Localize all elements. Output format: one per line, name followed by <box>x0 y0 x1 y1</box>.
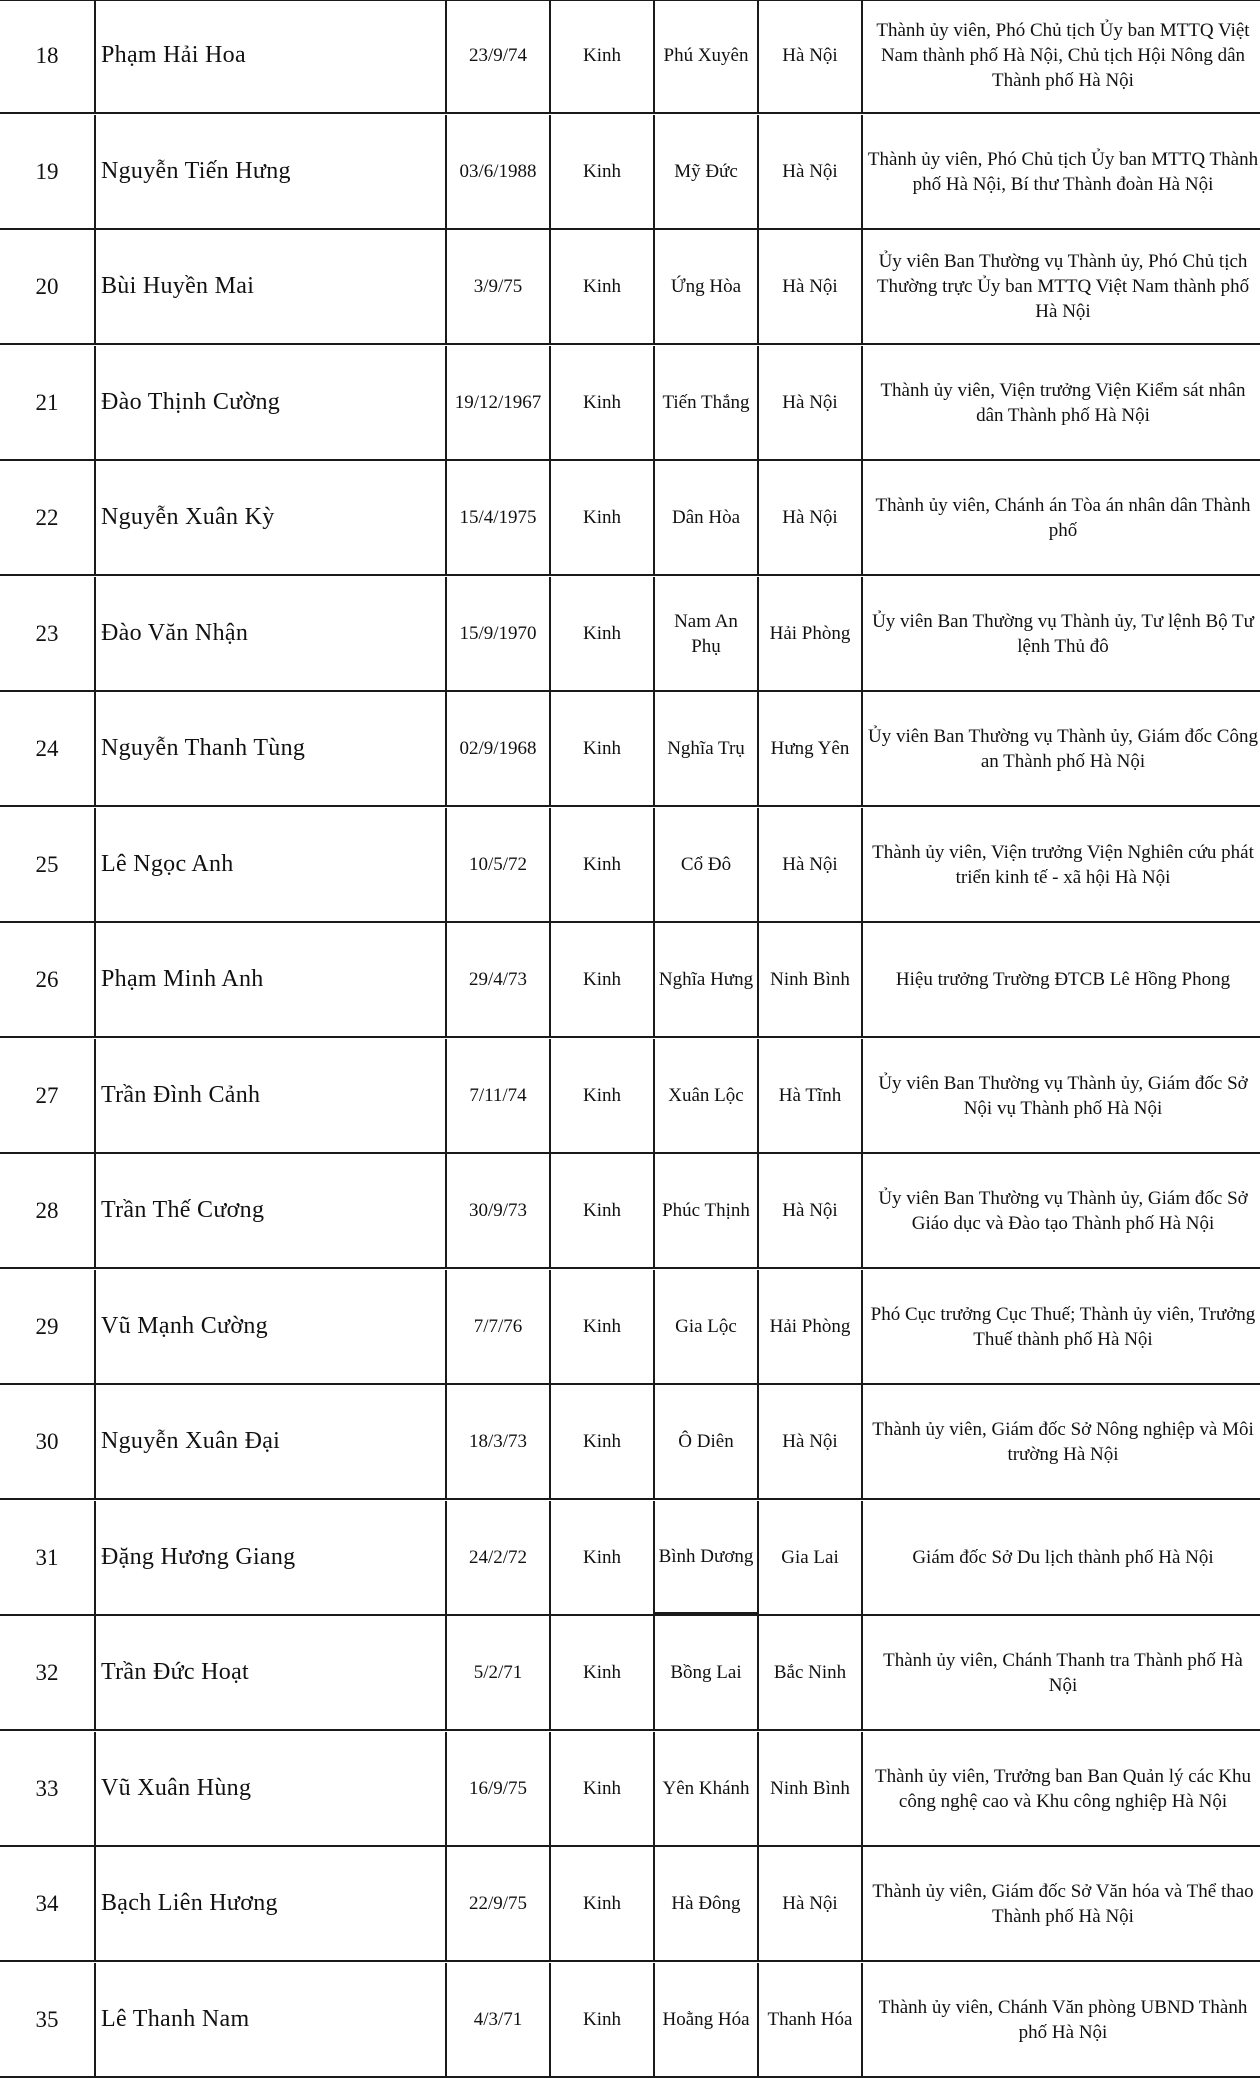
table-row <box>0 577 1260 692</box>
ethnicity-cell <box>551 923 655 1036</box>
position-text: Giám đốc Sở Du lịch thành phố Hà Nội <box>912 1547 1214 1568</box>
candidate-name-cell <box>96 1270 447 1383</box>
row-number-cell <box>0 923 96 1036</box>
candidate-name-text: Trần Đình Cảnh <box>101 1082 261 1108</box>
hometown-cell <box>655 1847 759 1960</box>
position-cell <box>863 1501 1260 1614</box>
birth-date-cell <box>447 230 551 343</box>
table-row <box>0 0 1260 114</box>
birth-date-text: 16/9/75 <box>468 1777 528 1799</box>
province-cell <box>759 1385 863 1498</box>
ethnicity-text: Kinh <box>583 1546 621 1568</box>
position-cell <box>863 923 1260 1036</box>
candidate-name-text: Vũ Xuân Hùng <box>101 1775 252 1801</box>
table-row <box>0 1039 1260 1154</box>
hometown-text: Dân Hòa <box>671 507 741 528</box>
row-number-cell <box>0 1501 96 1614</box>
candidate-name-text: Nguyễn Thanh Tùng <box>101 735 306 761</box>
birth-date-text: 22/9/75 <box>468 1892 528 1914</box>
position-text: Thành ủy viên, Chánh Văn phòng UBND Thành phố Hà Nội <box>878 1996 1248 2043</box>
candidate-name-text: Phạm Minh Anh <box>101 966 264 992</box>
ethnicity-text: Kinh <box>583 160 621 182</box>
candidate-name-text: Lê Thanh Nam <box>101 2006 250 2032</box>
row-number-text: 28 <box>35 1197 59 1223</box>
position-cell <box>863 1154 1260 1267</box>
candidate-name-text: Bạch Liên Hương <box>101 1890 278 1916</box>
hometown-cell <box>655 1385 759 1498</box>
province-text: Ninh Bình <box>770 1778 850 1799</box>
birth-date-text: 03/6/1988 <box>459 160 537 182</box>
hometown-cell <box>655 1963 759 2076</box>
position-cell <box>863 115 1260 228</box>
table-row <box>0 346 1260 461</box>
province-cell <box>759 1732 863 1845</box>
hometown-cell <box>655 1270 759 1383</box>
hometown-text: Nam An Phụ <box>674 610 738 657</box>
province-cell <box>759 115 863 228</box>
province-cell <box>759 1270 863 1383</box>
ethnicity-cell <box>551 1385 655 1498</box>
candidate-name-text: Phạm Hải Hoa <box>101 42 246 68</box>
hometown-cell <box>655 115 759 228</box>
province-text: Hà Nội <box>782 392 838 413</box>
birth-date-text: 24/2/72 <box>468 1546 528 1568</box>
birth-date-cell <box>447 0 551 112</box>
birth-date-cell <box>447 461 551 574</box>
hometown-cell <box>655 1039 759 1152</box>
table-row <box>0 1847 1260 1962</box>
candidate-name-cell <box>96 0 447 112</box>
position-text: Thành ủy viên, Chánh Thanh tra Thành phố Hà Nội <box>883 1649 1243 1696</box>
birth-date-text: 30/9/73 <box>468 1199 528 1221</box>
position-text: Ủy viên Ban Thường vụ Thành ủy, Giám đốc Sở Nội vụ Thành phố Hà Nội <box>878 1072 1248 1119</box>
birth-date-cell <box>447 1154 551 1267</box>
province-text: Thanh Hóa <box>767 2009 853 2030</box>
province-text: Hà Nội <box>782 507 838 528</box>
row-number-text: 26 <box>35 966 59 992</box>
position-cell <box>863 230 1260 343</box>
row-number-cell <box>0 115 96 228</box>
birth-date-text: 15/9/1970 <box>459 622 537 644</box>
birth-date-text: 02/9/1968 <box>459 737 537 759</box>
ethnicity-cell <box>551 1963 655 2076</box>
ethnicity-text: Kinh <box>583 275 621 297</box>
birth-date-text: 23/9/74 <box>468 44 528 66</box>
province-text: Hà Nội <box>782 161 838 182</box>
table-row <box>0 1963 1260 2078</box>
ethnicity-cell <box>551 1154 655 1267</box>
candidate-name-cell <box>96 1039 447 1152</box>
candidate-name-cell <box>96 1963 447 2076</box>
hometown-cell <box>655 1501 759 1614</box>
ethnicity-text: Kinh <box>583 1430 621 1452</box>
candidate-name-text: Đào Văn Nhận <box>101 620 249 646</box>
ethnicity-cell <box>551 692 655 805</box>
position-cell <box>863 692 1260 805</box>
birth-date-cell <box>447 1963 551 2076</box>
position-text: Thành ủy viên, Phó Chủ tịch Ủy ban MTTQ Thành phố Hà Nội, Bí thư Thành đoàn Hà Nội <box>867 148 1259 195</box>
row-number-text: 35 <box>35 2006 59 2032</box>
table-row <box>0 1270 1260 1385</box>
province-cell <box>759 923 863 1036</box>
ethnicity-text: Kinh <box>583 1199 621 1221</box>
hometown-text: Tiến Thắng <box>662 392 750 413</box>
row-number-cell <box>0 1385 96 1498</box>
position-cell <box>863 346 1260 459</box>
candidate-name-cell <box>96 1616 447 1729</box>
position-cell <box>863 1385 1260 1498</box>
hometown-text: Mỹ Đức <box>674 161 738 182</box>
row-number-cell <box>0 692 96 805</box>
hometown-cell <box>655 1616 759 1729</box>
position-cell <box>863 1270 1260 1383</box>
ethnicity-cell <box>551 461 655 574</box>
row-number-text: 25 <box>35 851 59 877</box>
ethnicity-text: Kinh <box>583 391 621 413</box>
province-text: Hưng Yên <box>770 738 850 759</box>
ethnicity-text: Kinh <box>583 1084 621 1106</box>
hometown-text: Nghĩa Hưng <box>658 969 754 990</box>
candidate-name-cell <box>96 230 447 343</box>
ethnicity-text: Kinh <box>583 506 621 528</box>
ethnicity-cell <box>551 1616 655 1729</box>
position-cell <box>863 577 1260 690</box>
candidate-name-text: Trần Thế Cương <box>101 1197 265 1223</box>
candidate-name-text: Lê Ngọc Anh <box>101 851 234 877</box>
hometown-text: Nghĩa Trụ <box>667 738 745 759</box>
table-row <box>0 461 1260 576</box>
ethnicity-text: Kinh <box>583 44 621 66</box>
birth-date-cell <box>447 1616 551 1729</box>
province-cell <box>759 577 863 690</box>
ethnicity-cell <box>551 1039 655 1152</box>
row-number-cell <box>0 1847 96 1960</box>
ethnicity-cell <box>551 1270 655 1383</box>
ethnicity-cell <box>551 346 655 459</box>
candidate-name-cell <box>96 808 447 921</box>
row-number-text: 30 <box>35 1428 59 1454</box>
province-text: Hà Nội <box>782 1200 838 1221</box>
row-number-text: 34 <box>35 1890 59 1916</box>
ethnicity-text: Kinh <box>583 1661 621 1683</box>
table-top-border <box>0 0 1260 1</box>
province-text: Gia Lai <box>781 1547 839 1568</box>
candidate-name-cell <box>96 1847 447 1960</box>
candidate-name-cell <box>96 461 447 574</box>
position-cell <box>863 1732 1260 1845</box>
hometown-cell <box>655 692 759 805</box>
table-row <box>0 692 1260 807</box>
candidate-name-cell <box>96 1154 447 1267</box>
row-number-cell <box>0 461 96 574</box>
position-text: Thành ủy viên, Viện trưởng Viện Nghiên cứu phát triển kinh tế - xã hội Hà Nội <box>872 841 1254 888</box>
row-number-cell <box>0 1963 96 2076</box>
ethnicity-cell <box>551 1732 655 1845</box>
hometown-text: Hà Đông <box>671 1893 741 1914</box>
table-row <box>0 230 1260 345</box>
birth-date-cell <box>447 577 551 690</box>
birth-date-text: 10/5/72 <box>468 853 528 875</box>
birth-date-cell <box>447 1501 551 1614</box>
birth-date-cell <box>447 346 551 459</box>
candidate-name-text: Nguyễn Xuân Kỳ <box>101 504 275 530</box>
row-number-text: 18 <box>35 42 59 68</box>
position-text: Thành ủy viên, Trưởng ban Ban Quản lý các Khu công nghệ cao và Khu công nghiệp Hà Nội <box>874 1765 1251 1812</box>
birth-date-text: 18/3/73 <box>468 1430 528 1452</box>
position-text: Thành ủy viên, Viện trưởng Viện Kiểm sát nhân dân Thành phố Hà Nội <box>880 379 1246 426</box>
birth-date-text: 19/12/1967 <box>454 391 542 413</box>
table-row <box>0 1616 1260 1731</box>
table-row <box>0 1732 1260 1847</box>
province-cell <box>759 0 863 112</box>
birth-date-text: 15/4/1975 <box>459 506 537 528</box>
birth-date-text: 5/2/71 <box>473 1661 523 1683</box>
row-number-cell <box>0 577 96 690</box>
table-row <box>0 1154 1260 1269</box>
position-cell <box>863 1963 1260 2076</box>
ethnicity-cell <box>551 808 655 921</box>
position-cell <box>863 1847 1260 1960</box>
ethnicity-text: Kinh <box>583 853 621 875</box>
hometown-cell <box>655 461 759 574</box>
hometown-text: Ô Diên <box>678 1431 734 1452</box>
hometown-text: Bình Dương <box>658 1546 754 1567</box>
row-number-text: 19 <box>35 158 59 184</box>
candidate-name-cell <box>96 346 447 459</box>
candidate-name-cell <box>96 1732 447 1845</box>
birth-date-cell <box>447 1270 551 1383</box>
row-number-text: 23 <box>35 620 59 646</box>
row-number-text: 24 <box>35 735 59 761</box>
ethnicity-text: Kinh <box>583 622 621 644</box>
ethnicity-cell <box>551 230 655 343</box>
birth-date-cell <box>447 1385 551 1498</box>
hometown-text: Gia Lộc <box>675 1316 737 1337</box>
province-cell <box>759 808 863 921</box>
province-text: Ninh Bình <box>770 969 850 990</box>
ethnicity-cell <box>551 577 655 690</box>
ethnicity-cell <box>551 1501 655 1614</box>
table-row <box>0 115 1260 230</box>
table-row <box>0 923 1260 1038</box>
position-text: Thành ủy viên, Giám đốc Sở Nông nghiệp và Môi trường Hà Nội <box>872 1418 1254 1465</box>
hometown-text: Ứng Hòa <box>670 276 742 297</box>
position-cell <box>863 1039 1260 1152</box>
hometown-text: Yên Khánh <box>662 1778 750 1799</box>
position-text: Ủy viên Ban Thường vụ Thành ủy, Tư lệnh Bộ Tư lệnh Thủ đô <box>872 610 1254 657</box>
birth-date-text: 3/9/75 <box>473 275 523 297</box>
candidate-name-cell <box>96 1501 447 1614</box>
hometown-text: Hoằng Hóa <box>662 2009 750 2030</box>
ethnicity-cell <box>551 1847 655 1960</box>
position-text: Ủy viên Ban Thường vụ Thành ủy, Phó Chủ tịch Thường trực Ủy ban MTTQ Việt Nam thành phố Hà Nội <box>876 251 1250 322</box>
row-number-cell <box>0 808 96 921</box>
ethnicity-text: Kinh <box>583 2008 621 2030</box>
candidate-name-text: Nguyễn Xuân Đại <box>101 1428 281 1454</box>
position-cell <box>863 0 1260 112</box>
candidate-name-text: Bùi Huyền Mai <box>101 273 255 299</box>
candidate-name-cell <box>96 1385 447 1498</box>
row-number-text: 27 <box>35 1082 59 1108</box>
candidate-name-cell <box>96 577 447 690</box>
hometown-text: Phú Xuyên <box>663 45 749 66</box>
province-cell <box>759 1847 863 1960</box>
ethnicity-text: Kinh <box>583 1892 621 1914</box>
candidate-name-text: Nguyễn Tiến Hưng <box>101 158 291 184</box>
hometown-text: Phúc Thịnh <box>662 1200 750 1221</box>
birth-date-cell <box>447 1732 551 1845</box>
ethnicity-cell <box>551 115 655 228</box>
table-row <box>0 1385 1260 1500</box>
province-text: Bắc Ninh <box>773 1662 847 1683</box>
birth-date-text: 4/3/71 <box>473 2008 523 2030</box>
hometown-text: Cổ Đô <box>680 854 732 875</box>
hometown-cell <box>655 1154 759 1267</box>
hometown-cell <box>655 808 759 921</box>
province-text: Hà Tĩnh <box>778 1085 842 1106</box>
position-text: Thành ủy viên, Phó Chủ tịch Ủy ban MTTQ Việt Nam thành phố Hà Nội, Chủ tịch Hội Nông dân Thành phố Hà Nội <box>876 20 1250 91</box>
position-cell <box>863 461 1260 574</box>
ethnicity-text: Kinh <box>583 1315 621 1337</box>
ethnicity-text: Kinh <box>583 737 621 759</box>
position-text: Ủy viên Ban Thường vụ Thành ủy, Giám đốc Công an Thành phố Hà Nội <box>868 725 1258 772</box>
row-number-cell <box>0 1154 96 1267</box>
row-number-cell <box>0 1270 96 1383</box>
row-number-text: 22 <box>35 504 59 530</box>
position-text: Ủy viên Ban Thường vụ Thành ủy, Giám đốc Sở Giáo dục và Đào tạo Thành phố Hà Nội <box>878 1187 1248 1234</box>
birth-date-text: 29/4/73 <box>468 968 528 990</box>
candidate-name-text: Đặng Hương Giang <box>101 1544 296 1570</box>
province-text: Hà Nội <box>782 1893 838 1914</box>
table-row <box>0 808 1260 923</box>
row-number-text: 33 <box>35 1775 59 1801</box>
province-cell <box>759 692 863 805</box>
ethnicity-cell <box>551 0 655 112</box>
birth-date-cell <box>447 808 551 921</box>
row-number-text: 31 <box>35 1544 59 1570</box>
position-text: Phó Cục trưởng Cục Thuế; Thành ủy viên, Trưởng Thuế thành phố Hà Nội <box>870 1303 1256 1350</box>
row-number-text: 21 <box>35 389 59 415</box>
province-text: Hải Phòng <box>769 1316 851 1337</box>
province-text: Hà Nội <box>782 854 838 875</box>
province-cell <box>759 461 863 574</box>
table-row <box>0 1501 1260 1616</box>
hometown-cell <box>655 230 759 343</box>
row-number-cell <box>0 0 96 112</box>
candidate-name-cell <box>96 692 447 805</box>
province-cell <box>759 346 863 459</box>
position-text: Hiệu trưởng Trường ĐTCB Lê Hồng Phong <box>895 969 1231 990</box>
row-number-cell <box>0 1732 96 1845</box>
candidate-name-text: Đào Thịnh Cường <box>101 389 281 415</box>
province-cell <box>759 1616 863 1729</box>
birth-date-cell <box>447 923 551 1036</box>
row-number-text: 20 <box>35 273 59 299</box>
birth-date-text: 7/7/76 <box>473 1315 523 1337</box>
hometown-cell <box>655 346 759 459</box>
hometown-cell <box>655 1732 759 1845</box>
row-number-cell <box>0 346 96 459</box>
birth-date-cell <box>447 115 551 228</box>
province-cell <box>759 1963 863 2076</box>
hometown-cell <box>655 923 759 1036</box>
position-cell <box>863 1616 1260 1729</box>
birth-date-cell <box>447 692 551 805</box>
row-number-cell <box>0 230 96 343</box>
position-cell <box>863 808 1260 921</box>
hometown-text: Xuân Lộc <box>668 1085 744 1106</box>
row-number-text: 32 <box>35 1659 59 1685</box>
candidate-name-text: Vũ Mạnh Cường <box>101 1313 268 1339</box>
birth-date-cell <box>447 1039 551 1152</box>
province-text: Hà Nội <box>782 276 838 297</box>
hometown-text: Bồng Lai <box>670 1662 742 1683</box>
province-cell <box>759 1154 863 1267</box>
ethnicity-text: Kinh <box>583 1777 621 1799</box>
row-number-cell <box>0 1616 96 1729</box>
birth-date-text: 7/11/74 <box>469 1084 527 1106</box>
province-text: Hải Phòng <box>769 623 851 644</box>
province-cell <box>759 230 863 343</box>
ethnicity-text: Kinh <box>583 968 621 990</box>
province-cell <box>759 1039 863 1152</box>
province-text: Hà Nội <box>782 45 838 66</box>
province-text: Hà Nội <box>782 1431 838 1452</box>
position-text: Thành ủy viên, Chánh án Tòa án nhân dân Thành phố <box>875 494 1251 541</box>
province-cell <box>759 1501 863 1614</box>
row-number-text: 29 <box>35 1313 59 1339</box>
row-number-cell <box>0 1039 96 1152</box>
position-text: Thành ủy viên, Giám đốc Sở Văn hóa và Thể thao Thành phố Hà Nội <box>872 1880 1254 1927</box>
hometown-cell <box>655 0 759 112</box>
candidate-name-cell <box>96 115 447 228</box>
hometown-cell <box>655 577 759 690</box>
candidate-name-cell <box>96 923 447 1036</box>
birth-date-cell <box>447 1847 551 1960</box>
candidate-name-text: Trần Đức Hoạt <box>101 1659 250 1685</box>
